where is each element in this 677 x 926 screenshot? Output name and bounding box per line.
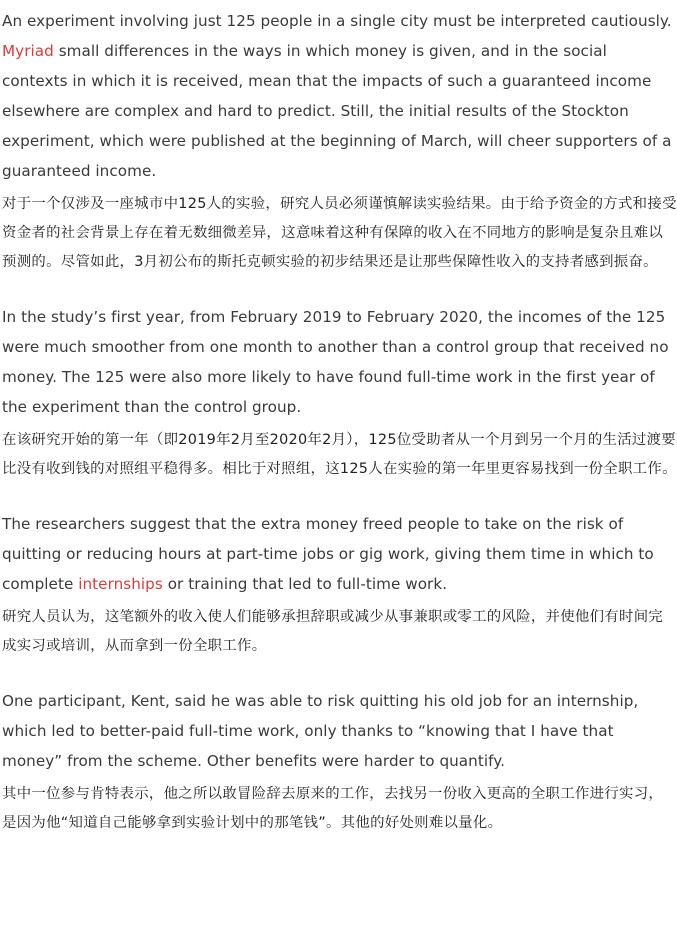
english-text: or training that led to full-time work. xyxy=(162,575,448,593)
english-paragraph-2 xyxy=(2,302,677,422)
english-text: An experiment involving just 125 people in a single city must be interpreted cautiously. xyxy=(2,12,672,30)
paragraph-spacer xyxy=(2,484,677,509)
english-paragraph-4 xyxy=(2,686,677,776)
chinese-paragraph-2: 在该研究开始的第一年（即2019年2月至2020年2月），125位受助者从一个月到另一个月的生活过渡要比没有收到钱的对照组平稳得多。相比于对照组，这125人在实验的第一年里更容易找到一份全职工作。 xyxy=(2,432,677,477)
english-paragraph-3 xyxy=(2,509,677,599)
paragraph-spacer xyxy=(2,277,677,302)
chinese-paragraph-4: 其中一位参与肯特表示，他之所以敢冒险辞去原来的工作，去找另一份收入更高的全职工作进行实习，是因为他“知道自己能够拿到实验计划中的那笔钱”。其他的好处则难以量化。 xyxy=(2,786,664,831)
english-text: One participant, Kent, said he was able to risk quitting his old job for an internship, which led to better-paid full-time work, only thanks to “knowing that I have that money” from the scheme. Other benefits were harder to quantify. xyxy=(2,692,639,770)
paragraph-block-4 xyxy=(2,686,677,838)
highlighted-word-internships[interactable]: internships xyxy=(78,575,163,593)
paragraph-block-3 xyxy=(2,509,677,661)
highlighted-word-myriad[interactable]: Myriad xyxy=(2,42,54,60)
english-text: small differences in the ways in which money is given, and in the social contexts in which it is received, mean that the impacts of such a guaranteed income elsewhere are complex and hard to predict. Still, the initial results of the Stockton experiment, which were published at the beginning of March, will cheer supporters of a guaranteed income. xyxy=(2,42,672,180)
paragraph-block-1 xyxy=(2,6,677,277)
english-paragraph-1 xyxy=(2,6,677,186)
paragraph-block-2 xyxy=(2,302,677,484)
paragraph-spacer xyxy=(2,661,677,686)
chinese-paragraph-1: 对于一个仅涉及一座城市中125人的实验，研究人员必须谨慎解读实验结果。由于给予资金的方式和接受资金者的社会背景上存在着无数细微差异，这意味着这种有保障的收入在不同地方的影响是复杂且难以预测的。尽管如此，3月初公布的斯托克顿实验的初步结果还是让那些保障性收入的支持者感到振奋。 xyxy=(2,196,677,270)
english-text: In the study’s first year, from February 2019 to February 2020, the incomes of the 125 were much smoother from one month to another than a control group that received no money. The 125 were also more likely to have found full-time work in the first year of the experiment than the control group. xyxy=(2,308,669,416)
chinese-paragraph-3: 研究人员认为，这笔额外的收入使人们能够承担辞职或减少从事兼职或零工的风险，并使他们有时间完成实习或培训，从而拿到一份全职工作。 xyxy=(2,609,664,654)
english-text: The researchers suggest that the extra money freed people to take on the risk of quitting or reducing hours at part-time jobs or gig work, giving them time in which to complete xyxy=(2,515,654,593)
